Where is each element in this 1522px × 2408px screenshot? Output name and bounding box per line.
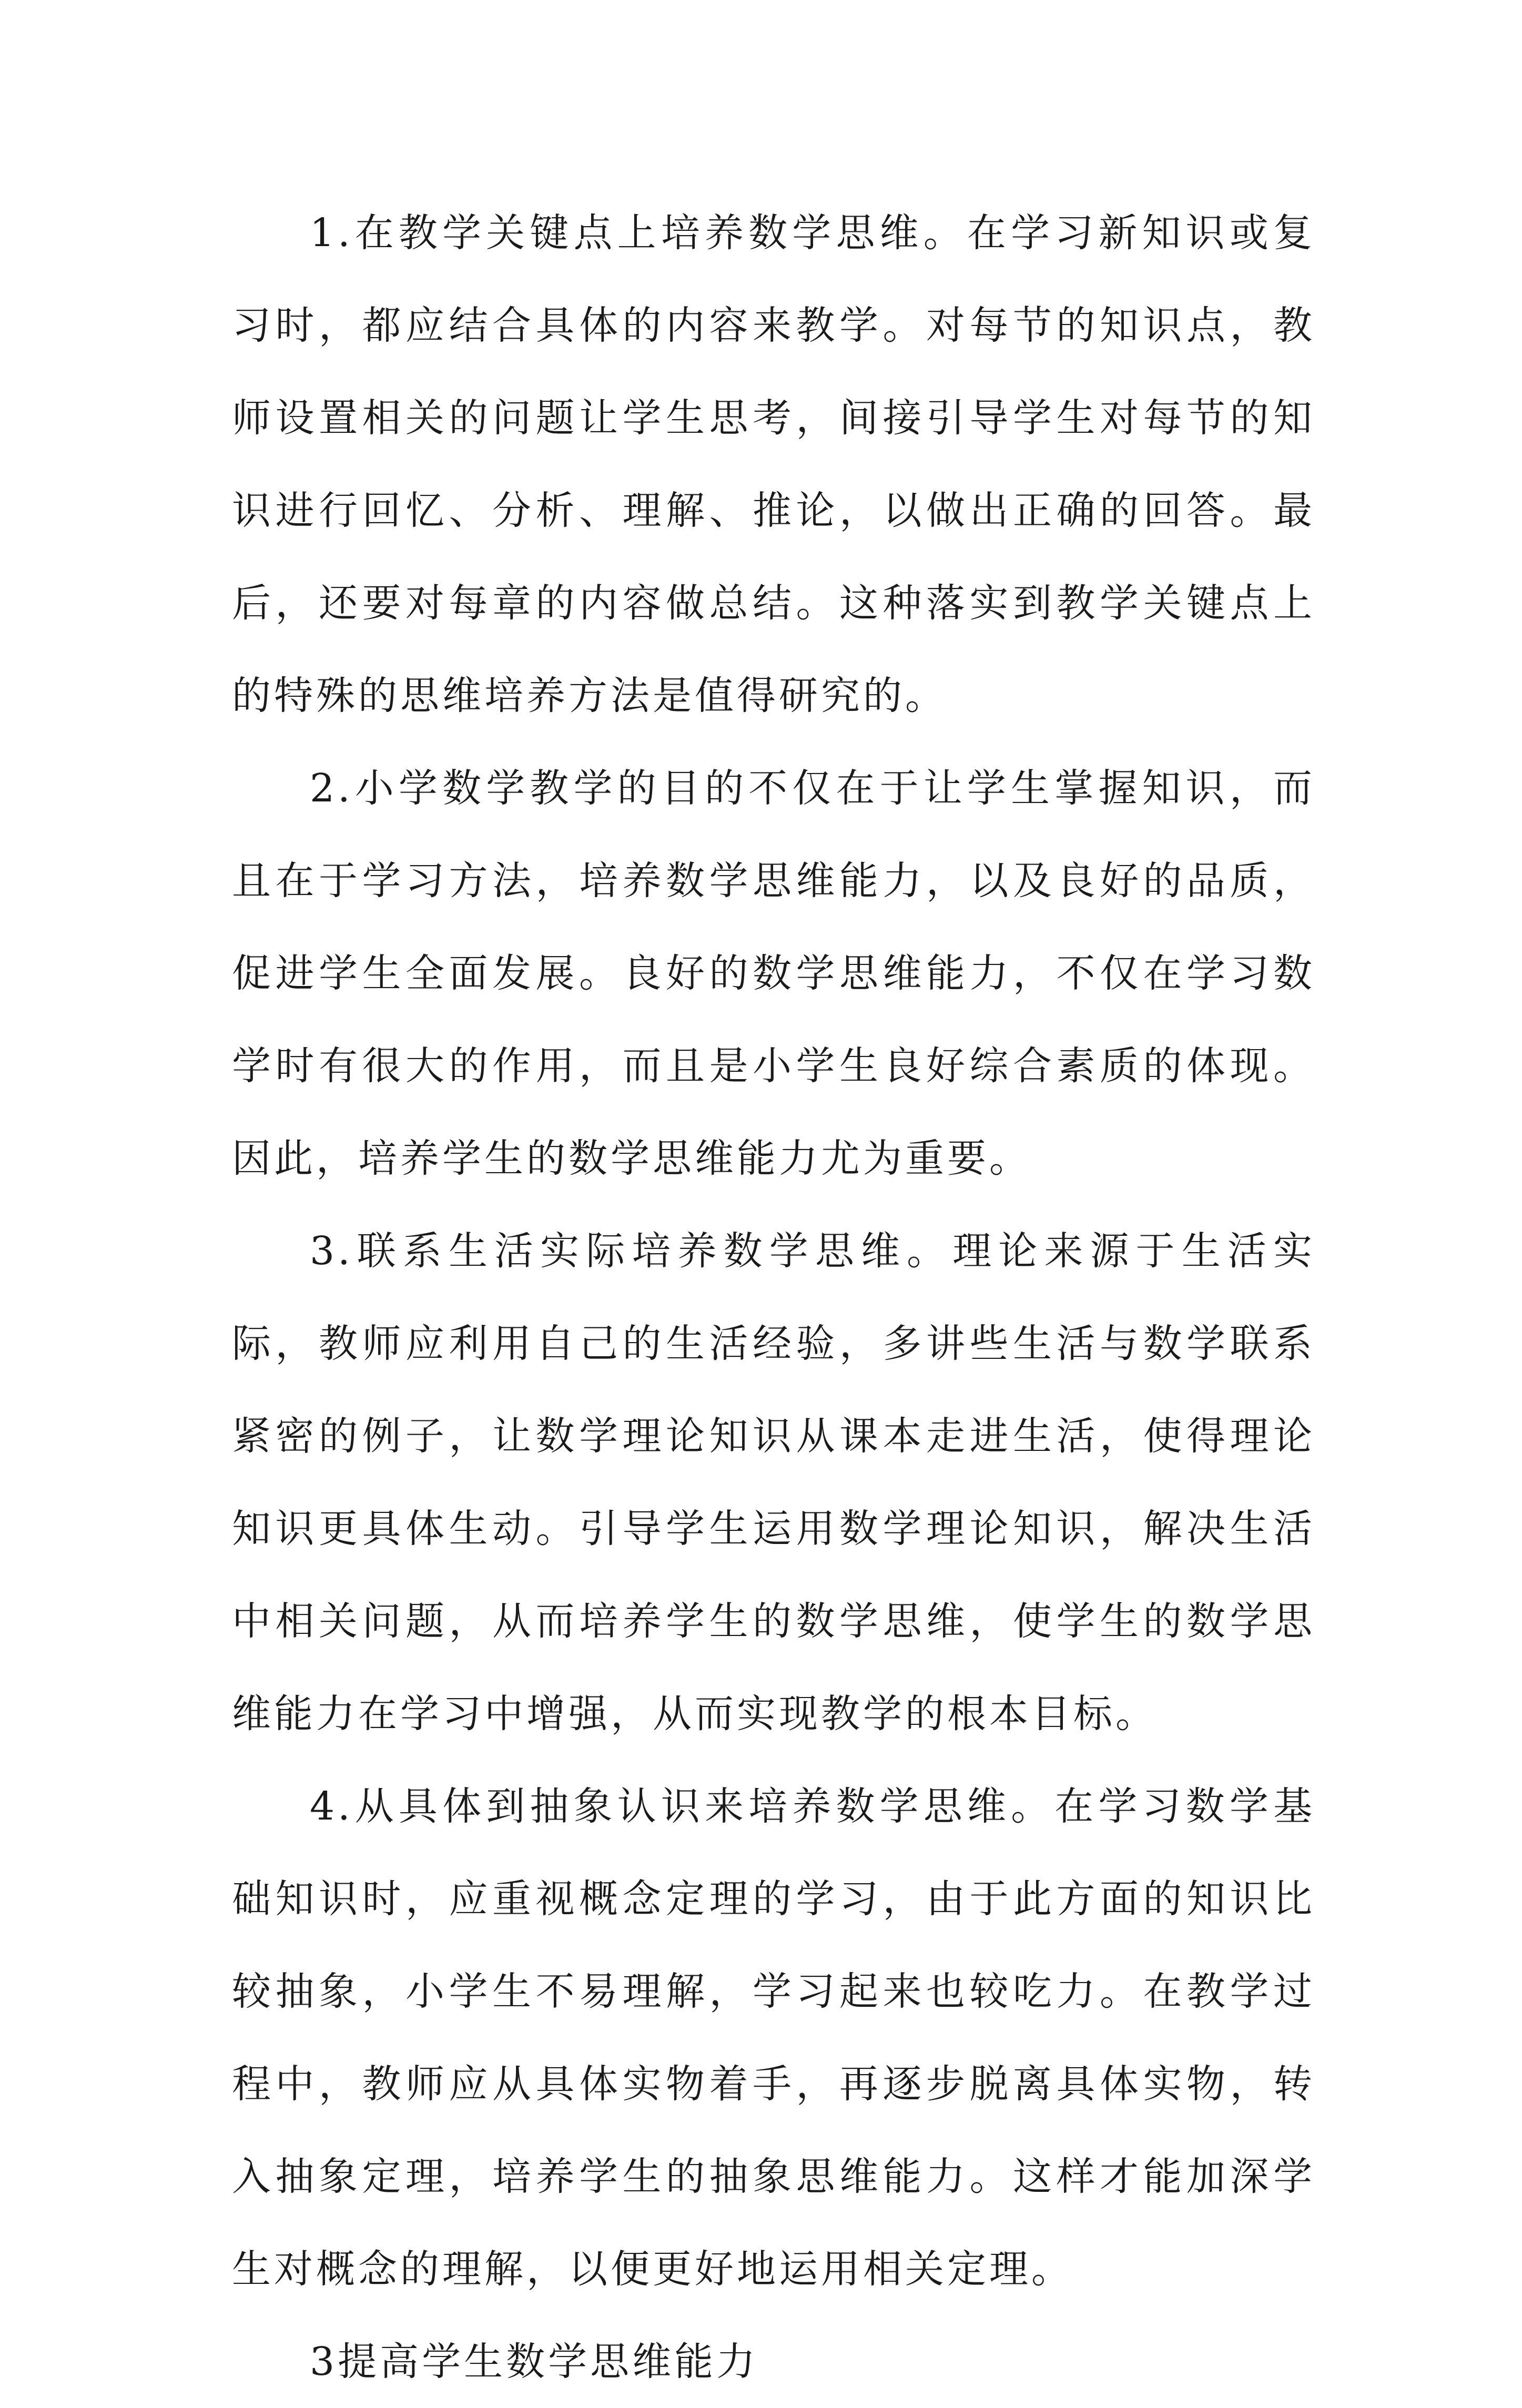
- paragraph-2: 2.小学数学教学的目的不仅在于让学生掌握知识，而且在于学习方法，培养数学思维能力，以及良好的品质，促进学生全面发展。良好的数学思维能力，不仅在学习数学时有很大的作用，而且是小学生良好综合素质的体现。因此，培养学生的数学思维能力尤为重要。: [232, 766, 1315, 1181]
- paragraph-4: 4.从具体到抽象认识来培养数学思维。在学习数学基础知识时，应重视概念定理的学习，由于此方面的知识比较抽象，小学生不易理解，学习起来也较吃力。在教学过程中，教师应从具体实物着手，再逐步脱离具体实物，转入抽象定理，培养学生的抽象思维能力。这样才能加深学生对概念的理解，以便更好地运用相关定理。: [232, 1784, 1315, 2292]
- document-page: [232, 187, 1315, 2408]
- paragraph-1: 1.在教学关键点上培养数学思维。在学习新知识或复习时，都应结合具体的内容来教学。对每节的知识点，教师设置相关的问题让学生思考，间接引导学生对每节的知识进行回忆、分析、理解、推论，以做出正确的回答。最后，还要对每章的内容做总结。这种落实到教学关键点上的特殊的思维培养方法是值得研究的。: [232, 210, 1315, 718]
- section-heading: 3提高学生数学思维能力: [310, 2339, 759, 2384]
- paragraph-3: 3.联系生活实际培养数学思维。理论来源于生活实际，教师应利用自己的生活经验，多讲些生活与数学联系紧密的例子，让数学理论知识从课本走进生活，使得理论知识更具体生动。引导学生运用数学理论知识，解决生活中相关问题，从而培养学生的数学思维，使学生的数学思维能力在学习中增强，从而实现教学的根本目标。: [232, 1228, 1315, 1736]
